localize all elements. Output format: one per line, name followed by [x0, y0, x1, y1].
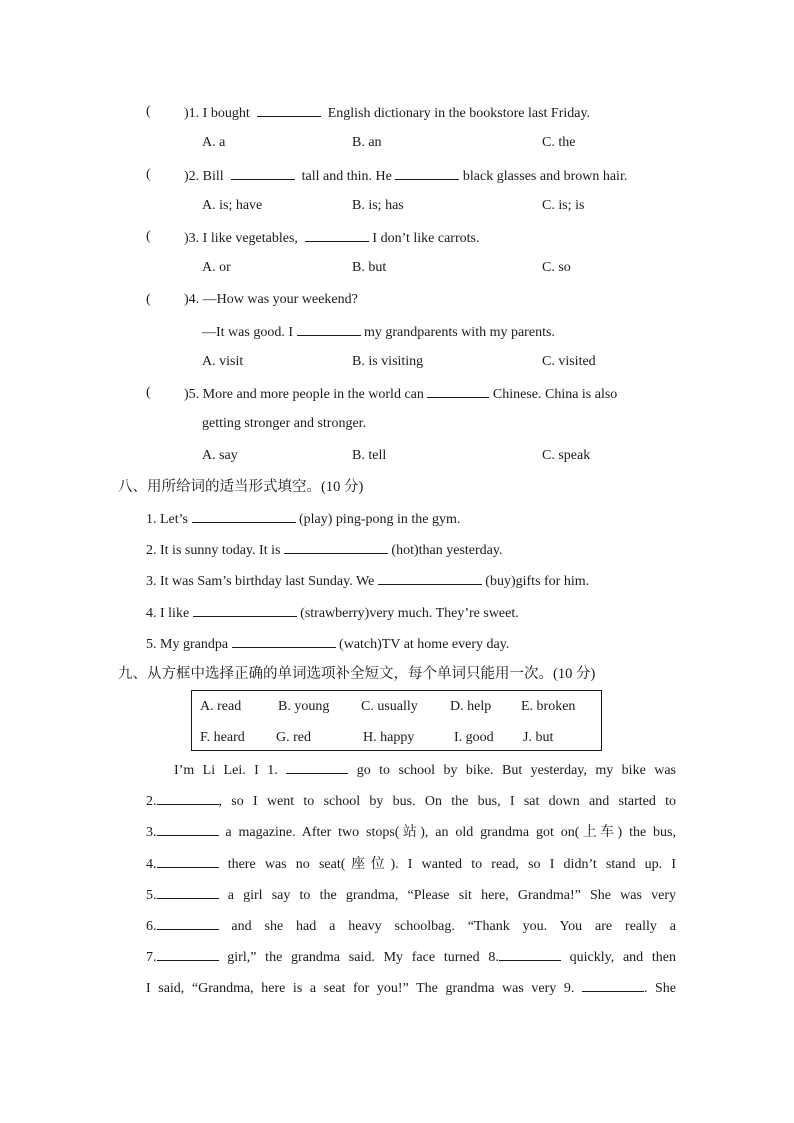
- answer-blank[interactable]: [157, 947, 219, 961]
- question-5: )5. More and more people in the world can Chinese. China is also: [184, 384, 617, 404]
- question-5-line2: getting stronger and stronger.: [202, 416, 367, 431]
- option-a: A. visit: [202, 354, 244, 369]
- answer-blank[interactable]: [192, 509, 296, 523]
- option-b: B. but: [352, 260, 387, 275]
- word-option: H. happy: [363, 730, 415, 745]
- word-option: E. broken: [521, 699, 576, 714]
- word-option: F. heard: [200, 730, 245, 745]
- passage-line-3: 3. a magazine. After two stops(站), an old grandma got on(上车) the bus,: [146, 822, 676, 842]
- fill-item-4: 4. I like (strawberry)very much. They’re sweet.: [146, 603, 519, 623]
- option-c: C. so: [542, 260, 571, 275]
- option-b: B. tell: [352, 448, 387, 463]
- word-bank-box: [191, 690, 602, 751]
- section-9-heading: 九、从方框中选择正确的单词选项补全短文，每个单词只能用一次。(10 分): [118, 666, 596, 682]
- passage-line-5: 5. a girl say to the grandma, “Please sit here, Grandma!” She was very: [146, 885, 676, 905]
- option-a: A. say: [202, 448, 238, 463]
- option-b: B. is visiting: [352, 354, 424, 369]
- answer-blank[interactable]: [232, 634, 336, 648]
- question-4: )4. —How was your weekend?: [184, 292, 358, 307]
- option-a: A. or: [202, 260, 231, 275]
- option-a: A. a: [202, 135, 226, 150]
- passage-line-2: 2. , so I went to school by bus. On the bus, I sat down and started to: [146, 791, 676, 811]
- word-option: I. good: [454, 730, 494, 745]
- answer-blank[interactable]: [157, 822, 219, 836]
- answer-blank[interactable]: [305, 228, 369, 242]
- answer-bracket[interactable]: (: [146, 104, 151, 119]
- passage-line-1: I’m Li Lei. I 1. go to school by bike. But yesterday, my bike was: [174, 760, 676, 780]
- answer-bracket[interactable]: (: [146, 167, 151, 182]
- fill-item-5: 5. My grandpa (watch)TV at home every day.: [146, 634, 509, 654]
- answer-blank[interactable]: [582, 978, 644, 992]
- fill-item-1: 1. Let’s (play) ping-pong in the gym.: [146, 509, 460, 529]
- answer-blank[interactable]: [157, 885, 219, 899]
- fill-item-3: 3. It was Sam’s birthday last Sunday. We (buy)gifts for him.: [146, 571, 589, 591]
- answer-blank[interactable]: [231, 166, 295, 180]
- answer-blank[interactable]: [499, 947, 561, 961]
- word-option: G. red: [276, 730, 311, 745]
- question-3: )3. I like vegetables, I don’t like carrots.: [184, 228, 479, 248]
- option-c: C. is; is: [542, 198, 585, 213]
- answer-blank[interactable]: [297, 322, 361, 336]
- answer-blank[interactable]: [257, 103, 321, 117]
- option-c: C. the: [542, 135, 576, 150]
- answer-bracket[interactable]: (: [146, 292, 151, 307]
- answer-blank[interactable]: [157, 916, 219, 930]
- question-4-line2: —It was good. I my grandparents with my parents.: [202, 322, 555, 342]
- passage-line-4: 4. there was no seat(座位). I wanted to read, so I didn’t stand up. I: [146, 854, 676, 874]
- fill-item-2: 2. It is sunny today. It is (hot)than yesterday.: [146, 540, 502, 560]
- word-option: D. help: [450, 699, 492, 714]
- word-option: C. usually: [361, 699, 418, 714]
- word-option: B. young: [278, 699, 330, 714]
- question-1: )1. I bought English dictionary in the bookstore last Friday.: [184, 103, 590, 123]
- section-8-heading: 八、用所给词的适当形式填空。(10 分): [118, 479, 364, 495]
- answer-bracket[interactable]: (: [146, 229, 151, 244]
- option-b: B. an: [352, 135, 382, 150]
- answer-blank[interactable]: [286, 760, 348, 774]
- option-c: C. visited: [542, 354, 596, 369]
- question-2: )2. Bill tall and thin. He black glasses and brown hair.: [184, 166, 627, 186]
- option-b: B. is; has: [352, 198, 404, 213]
- passage-line-8: I said, “Grandma, here is a seat for you!” The grandma was very 9. . She: [146, 978, 676, 998]
- answer-blank[interactable]: [193, 603, 297, 617]
- passage-line-6: 6. and she had a heavy schoolbag. “Thank you. You are really a: [146, 916, 676, 936]
- option-c: C. speak: [542, 448, 591, 463]
- answer-blank[interactable]: [284, 540, 388, 554]
- answer-blank[interactable]: [157, 854, 219, 868]
- answer-blank[interactable]: [427, 384, 489, 398]
- word-option: J. but: [523, 730, 554, 745]
- option-a: A. is; have: [202, 198, 263, 213]
- passage-line-7: 7. girl,” the grandma said. My face turned 8. quickly, and then: [146, 947, 676, 967]
- answer-blank[interactable]: [157, 791, 219, 805]
- word-option: A. read: [200, 699, 242, 714]
- answer-blank[interactable]: [378, 571, 482, 585]
- answer-blank[interactable]: [395, 166, 459, 180]
- answer-bracket[interactable]: (: [146, 385, 151, 400]
